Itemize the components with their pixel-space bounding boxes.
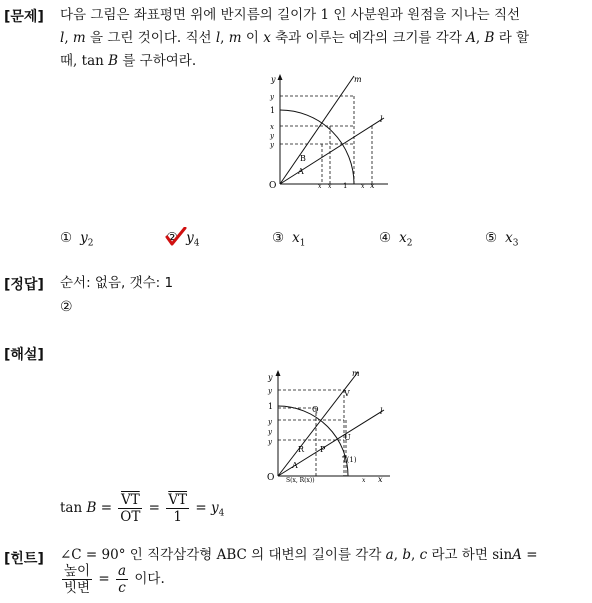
svg-text:y: y xyxy=(270,141,274,149)
svg-text:y: y xyxy=(268,418,272,426)
problem-line-1: 다음 그림은 좌표평면 위에 반지름의 길이가 1 인 사분원과 원점을 지나는 직선 xyxy=(60,7,521,23)
problem-text xyxy=(60,4,588,73)
svg-text:x: x xyxy=(361,183,365,190)
answer-meta: 순서: 없음, 갯수: 1 xyxy=(60,275,174,291)
svg-text:y: y xyxy=(270,132,274,140)
fig1-label-l: l xyxy=(380,115,383,124)
svg-text:x: x xyxy=(318,183,322,190)
choice-2[interactable]: ② $y_4$ xyxy=(166,230,199,249)
fig1-line-m xyxy=(280,76,354,184)
svg-text:y: y xyxy=(268,387,272,395)
fig1-label-x: x xyxy=(370,181,375,190)
fig1-angle-a: A xyxy=(298,167,304,176)
fig1-angle-b: B xyxy=(300,154,306,163)
svg-text:1: 1 xyxy=(343,182,348,190)
fig1-quarter-circle xyxy=(280,110,354,184)
svg-text:1: 1 xyxy=(270,106,276,115)
hint-label: [힌트] xyxy=(4,551,44,567)
svg-text:Q: Q xyxy=(312,405,319,414)
figure-1 xyxy=(258,72,398,192)
answer-label: [정답] xyxy=(4,277,44,293)
svg-text:T(1): T(1) xyxy=(342,456,357,464)
choice-5[interactable]: ⑤ $x_3$ xyxy=(485,230,519,249)
svg-text:l: l xyxy=(380,407,383,416)
svg-text:U: U xyxy=(344,433,351,442)
explanation-label: [해설] xyxy=(4,347,44,363)
svg-text:y: y xyxy=(268,438,272,446)
problem-line-2: l, m 을 그린 것이다. 직선 l, m 이 x 축과 이루는 예각의 크기를 각각 A, B 라 할 xyxy=(60,30,530,46)
fig1-origin: O xyxy=(269,181,277,191)
fig1-line-l xyxy=(280,118,384,184)
hint-text: ∠C = 90° 인 직각삼각형 ABC 의 대변의 길이를 각각 a, b, c 라고 하면 sinA = $\frac{\text{높이}}{\text{빗변}}$ = $\frac{a}{c}$ 이다. xyxy=(60,547,538,596)
answer-value: ② xyxy=(60,299,73,315)
fig1-label-m: m xyxy=(354,75,362,84)
svg-text:x: x xyxy=(328,183,332,190)
svg-text:A: A xyxy=(292,461,298,470)
problem-label: [문제] xyxy=(4,9,44,25)
svg-text:y: y xyxy=(270,93,274,101)
choice-3[interactable]: ③ $x_1$ xyxy=(272,230,306,249)
svg-text:O: O xyxy=(267,473,275,483)
explanation-formula: tan B = $\frac{\overline{VT}}{OT}$ = $\frac{\overline{VT}}{1}$ = $y_4$ xyxy=(60,492,225,525)
choice-1[interactable]: ① $y_2$ xyxy=(60,230,94,249)
figure-2 xyxy=(262,368,397,490)
svg-text:x: x xyxy=(362,477,366,484)
svg-text:P: P xyxy=(320,445,326,454)
choice-4[interactable]: ④ $x_2$ xyxy=(379,230,413,249)
check-mark-icon xyxy=(165,227,187,247)
svg-text:V: V xyxy=(344,389,350,398)
svg-text:x: x xyxy=(270,123,274,131)
problem-line-3: 때, tan B 를 구하여라. xyxy=(60,53,197,69)
svg-text:x: x xyxy=(378,475,383,484)
svg-text:y: y xyxy=(268,373,273,382)
svg-text:m: m xyxy=(352,369,360,378)
svg-text:1: 1 xyxy=(268,402,274,411)
fig1-label-y: y xyxy=(271,75,276,84)
svg-text:y: y xyxy=(268,428,272,436)
svg-text:R: R xyxy=(298,445,305,454)
svg-text:S(x, R(x)): S(x, R(x)) xyxy=(286,477,315,484)
